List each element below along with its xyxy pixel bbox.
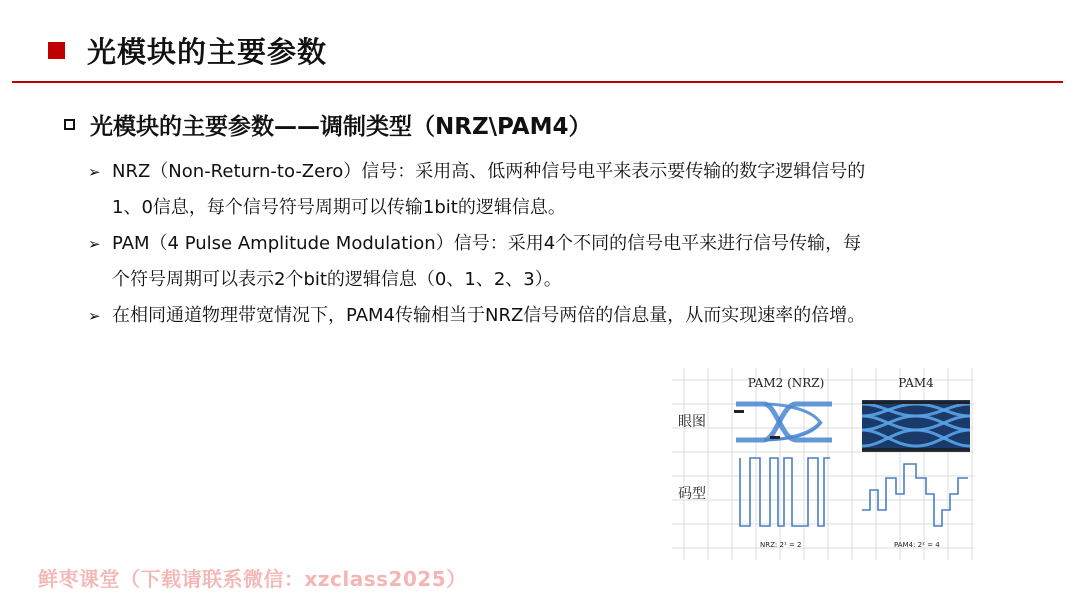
slide-title: 光模块的主要参数 xyxy=(87,35,328,69)
nrz-column-header: PAM2 (NRZ) xyxy=(747,376,825,390)
section-heading xyxy=(64,108,591,141)
grid-lines xyxy=(672,368,974,560)
bullet-text-line: 1、0信息，每个信号符号周期可以传输1bit的逻辑信息。 xyxy=(112,197,566,218)
pam4-eye-diagram xyxy=(862,400,970,452)
modulation-figure xyxy=(672,368,974,560)
arrow-bullet-icon: ➢ xyxy=(88,163,101,181)
watermark-text: 鲜枣课堂（下载请联系微信：xzclass2025） xyxy=(38,567,467,591)
bullet-item xyxy=(88,298,988,334)
pam4-column-header: PAM4 xyxy=(898,376,934,390)
bullet-list xyxy=(88,154,988,334)
bullet-item xyxy=(88,226,988,298)
title-divider xyxy=(12,81,1063,83)
section-marker-icon xyxy=(64,119,75,130)
slide-header xyxy=(48,30,327,71)
bullet-item xyxy=(88,154,988,226)
modulation-diagram xyxy=(672,368,974,560)
nrz-code-pattern xyxy=(740,458,830,526)
nrz-caption: NRZ: 2¹ = 2 xyxy=(760,541,802,549)
code-pattern-label: 码型 xyxy=(678,486,706,502)
nrz-eye-diagram xyxy=(736,404,832,440)
bullet-text-line: NRZ（Non-Return-to-Zero）信号：采用高、低两种信号电平来表示要传输的数字逻辑信号的 xyxy=(112,161,866,182)
bullet-text-line: 在相同通道物理带宽情况下，PAM4传输相当于NRZ信号两倍的信息量，从而实现速率的倍增。 xyxy=(112,305,866,326)
arrow-bullet-icon: ➢ xyxy=(88,235,101,253)
title-marker xyxy=(48,42,65,59)
pam4-caption: PAM4: 2² = 4 xyxy=(894,541,940,549)
eye-diagram-label: 眼图 xyxy=(678,414,706,430)
bullet-text-line: PAM（4 Pulse Amplitude Modulation）信号：采用4个不同的信号电平来进行信号传输，每 xyxy=(112,233,862,254)
section-title: 光模块的主要参数——调制类型（NRZ\PAM4） xyxy=(90,114,592,140)
nrz-eye-marker xyxy=(734,410,744,413)
nrz-eye-marker xyxy=(770,436,780,439)
arrow-bullet-icon: ➢ xyxy=(88,307,101,325)
pam4-code-pattern xyxy=(862,464,968,526)
bullet-text-line: 个符号周期可以表示2个bit的逻辑信息（0、1、2、3）。 xyxy=(112,269,562,290)
